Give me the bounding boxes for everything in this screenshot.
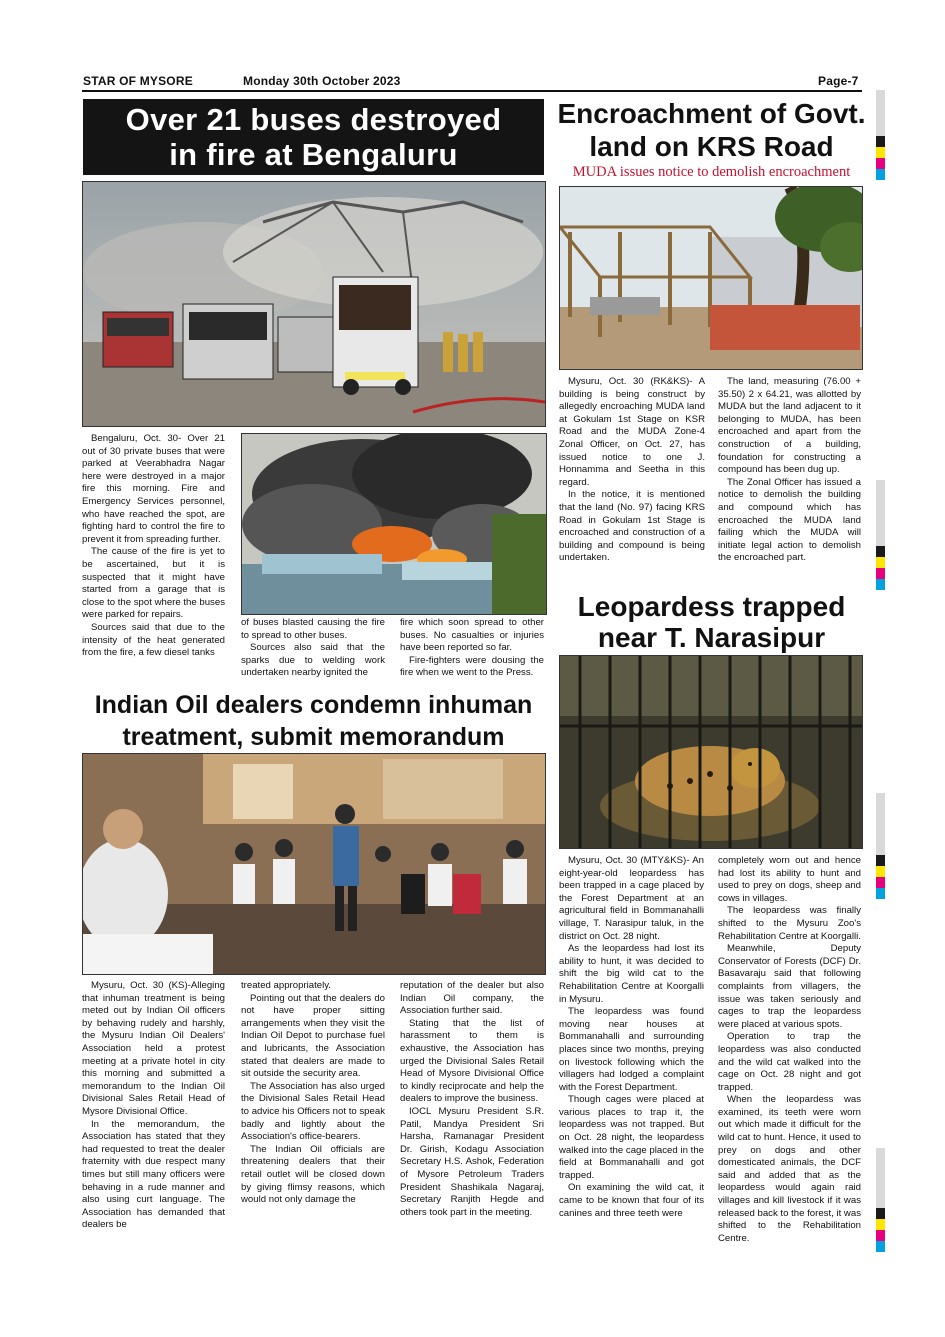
paragraph: As the leopardess had lost its ability to hunt, it was decided to shift the big wild cat to the Rehabilitation Centre at Koorgalli in Mysuru. bbox=[559, 943, 704, 1005]
paragraph: Sources also said that the sparks due to welding work undertaken nearby ignited the bbox=[241, 642, 385, 679]
encroachment-headline-line-2: land on KRS Road bbox=[589, 131, 834, 162]
bus-fire-column-1 bbox=[82, 433, 225, 660]
paragraph: Though cages were placed at various places to trap it, the leopardess was not trapped. But on Oct. 28 night, the leopardess walked into the cage placed in the field at Bommanahalli and got trapped. bbox=[559, 1094, 704, 1181]
indian-oil-column-1 bbox=[82, 980, 225, 1232]
indian-oil-column-2 bbox=[241, 980, 385, 1207]
masthead-paper-name: STAR OF MYSORE bbox=[83, 74, 193, 88]
encroachment-column-2 bbox=[718, 376, 861, 565]
paragraph: Mysuru, Oct. 30 (RK&KS)- A building is being construct by allegedly encroaching MUDA land at Gokulam 1st Stage on KSR Road and the MUDA Zone-4 Zonal Officer, on Oct. 27, has issued notice to one J. Honnamma and Seetha in this regard. bbox=[559, 376, 705, 488]
masthead-page-number: Page-7 bbox=[818, 74, 859, 88]
paragraph: In the memorandum, the Association has stated that they had requested to treat the dealer fraternity with due respect many times but still many officers were behaving in a rude manner and also using curt language. The Association has demanded that dealers be bbox=[82, 1118, 225, 1231]
leopardess-column-2 bbox=[718, 855, 861, 1245]
registration-mark bbox=[876, 1148, 885, 1252]
paragraph: The leopardess was found moving near houses at Bommanahalli and surrounding places since two months, preying on livestock following which the villagers had lodged a complaint with the Forest Department. bbox=[559, 1006, 704, 1093]
paragraph: Mysuru, Oct. 30 (MTY&KS)- An eight-year-old leopardess has been trapped in a cage placed by the Forest Department at an agricultural field in Bommanahalli village, T. Narasipur taluk, in the district on Oct. 28 night. bbox=[559, 855, 704, 942]
paragraph: completely worn out and hence had lost its ability to hunt and used to prey on dogs, sheep and cows in villages. bbox=[718, 855, 861, 904]
paragraph: The Association has also urged the Divisional Sales Retail Head to advice his Officers not to speak badly and lightly about the Association's office-bearers. bbox=[241, 1080, 385, 1143]
bus-fire-headline bbox=[83, 99, 544, 175]
masthead-date: Monday 30th October 2023 bbox=[243, 74, 401, 88]
indian-oil-headline-line-2: treatment, submit memorandum bbox=[122, 723, 505, 751]
registration-mark bbox=[876, 793, 885, 899]
leopardess-photo bbox=[559, 655, 863, 849]
leopardess-headline-line-1: Leopardess trapped bbox=[577, 591, 846, 622]
paragraph: fire which soon spread to other buses. No casualties or injuries have been reported so far. bbox=[400, 617, 544, 654]
paragraph: Sources said that due to the intensity of the heat generated from the fire, a few diesel tanks bbox=[82, 621, 225, 659]
encroachment-subhead: MUDA issues notice to demolish encroachment bbox=[572, 164, 851, 180]
paragraph: Stating that the list of harassment to them is exhaustive, the Association has urged the Divisional Sales Retail Head of Mysore Divisional Office to kindly reciprocate and help the dealers to improve the business. bbox=[400, 1017, 544, 1105]
bus-fire-column-2 bbox=[241, 617, 385, 680]
masthead-rule bbox=[82, 90, 862, 92]
paragraph: The Zonal Officer has issued a notice to demolish the building and compound which has encroached the MUDA land failing which the MUDA will initiate legal action to demolish the encroached part. bbox=[718, 476, 861, 564]
indian-oil-headline bbox=[80, 689, 547, 753]
paragraph: Mysuru, Oct. 30 (KS)-Alleging that inhuman treatment is being meted out by Indian Oil officers by behaving rudely and harshly, the Mysuru Indian Oil Dealers' Association held a protest meeting at a private hotel in city this morning and submitted a memorandum to the Indian Oil Divisional Sales Retail Head of Mysore Divisional Office. bbox=[82, 980, 225, 1117]
paragraph: The cause of the fire is yet to be ascertained, but it is suspected that it might have started from a garage that is close to the spot where the buses were parked for repairs. bbox=[82, 546, 225, 621]
indian-oil-column-3 bbox=[400, 980, 544, 1219]
paragraph: IOCL Mysuru President S.R. Patil, Mandya President Sri Harsha, Ramanagar President Dr. Girish, Kodagu Association Secretary H.S. Ashok, Federation of Mysore Petroleum Traders President Shashikala Nagaraj, Secretary Ranjith Hegde and others took part in the meeting. bbox=[400, 1105, 544, 1218]
paragraph: reputation of the dealer but also Indian Oil company, the Association further said. bbox=[400, 980, 544, 1017]
registration-mark bbox=[876, 90, 885, 180]
paragraph: Bengaluru, Oct. 30- Over 21 out of 30 private buses that were parked at Veerabhadra Nagar here were destroyed in a major fire this morning. Fire and Emergency Services personnel, who have reached the spot, are fighting hard to control the fire to prevent it from spreading further. bbox=[82, 433, 225, 545]
encroachment-photo bbox=[559, 186, 863, 370]
encroachment-headline-line-1: Encroachment of Govt. bbox=[557, 98, 866, 129]
leopardess-column-1 bbox=[559, 855, 704, 1220]
paragraph: Meanwhile, Deputy Conservator of Forests (DCF) Dr. Basavaraju said that following complaints from villagers, the issue was taken seriously and cages to trap the leopardess were placed at various spots. bbox=[718, 943, 861, 1030]
paragraph: Pointing out that the dealers do not have proper sitting arrangements when they visit the Indian Oil Depot to purchase fuel and lubricants, the Association stated that dealers are made to sit outside the security area. bbox=[241, 992, 385, 1080]
paragraph: Fire-fighters were dousing the fire when we went to the Press. bbox=[400, 654, 544, 679]
paragraph: On examining the wild cat, it came to be known that four of its canines and three teeth were bbox=[559, 1182, 704, 1219]
bus-fire-headline-line-2: in fire at Bengaluru bbox=[169, 137, 458, 172]
bus-fire-headline-line-1: Over 21 buses destroyed bbox=[125, 102, 502, 137]
indian-oil-meeting-photo bbox=[82, 753, 546, 975]
paragraph: The land, measuring (76.00 + 35.50) 2 x 64.21, was allotted by MUDA but the land adjacent to it belonging to MUDA, has been encroached and apart from the construction of a building, foundation for constructing a compound has been dug up. bbox=[718, 376, 861, 476]
leopardess-headline bbox=[555, 591, 868, 653]
leopardess-headline-line-2: near T. Narasipur bbox=[597, 622, 826, 653]
paragraph: When the leopardess was examined, its teeth were worn out which made it difficult for the wild cat to hunt. Hence, it used to prey on dogs and other domesticated animals, the DCF said and added that as the leopardess would again raid villages and kill livestock if it was released back to the forest, it was shifted to the Rehabilitation Centre. bbox=[718, 1094, 861, 1244]
paragraph: In the notice, it is mentioned that the land (No. 97) facing KRS Road in Gokulam 1st Stage is encroached and construction of a building and compound is being undertaken. bbox=[559, 489, 705, 564]
registration-mark bbox=[876, 480, 885, 590]
bus-fire-column-3 bbox=[400, 617, 544, 680]
indian-oil-headline-line-1: Indian Oil dealers condemn inhuman bbox=[94, 691, 533, 719]
encroachment-column-1 bbox=[559, 376, 705, 565]
paragraph: Operation to trap the leopardess was also conducted and the wild cat walked into the cage on Oct. 28 night and got trapped. bbox=[718, 1031, 861, 1093]
encroachment-headline bbox=[555, 97, 868, 163]
bus-fire-smoke-photo bbox=[241, 433, 547, 615]
paragraph: The Indian Oil officials are threatening dealers that their retail outlet will be closed down by giving flimsy reasons, which would not only damage the bbox=[241, 1143, 385, 1206]
paragraph: treated appropriately. bbox=[241, 980, 331, 991]
bus-fire-photo bbox=[82, 181, 546, 427]
paragraph: of buses blasted causing the fire to spread to other buses. bbox=[241, 617, 385, 641]
paragraph: The leopardess was finally shifted to the Mysuru Zoo's Rehabilitation Centre at Koorgalli. bbox=[718, 905, 861, 942]
